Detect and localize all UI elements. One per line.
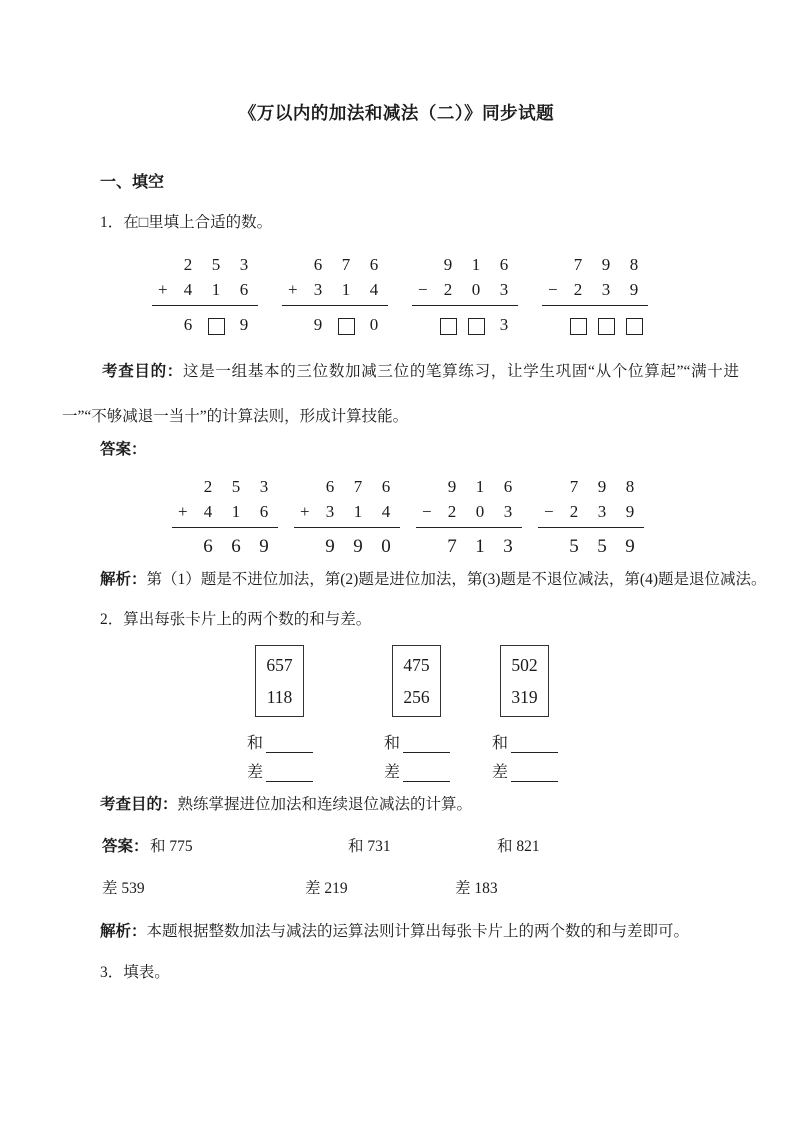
sum-line-label: 和 (492, 735, 509, 752)
card-bottom-number: 256 (403, 687, 430, 707)
problem-result-row (538, 532, 644, 562)
number-card (500, 645, 549, 717)
q2-analysis-line (100, 919, 689, 941)
vertical-problem (152, 252, 258, 340)
digit-cell (462, 315, 490, 335)
sum-line (247, 733, 377, 753)
answer-blank (511, 779, 558, 782)
vertical-problem (172, 474, 278, 562)
card-group (247, 645, 377, 782)
digit-cell: 3 (239, 254, 249, 274)
digit-cell: 2 (203, 476, 213, 496)
digit-cell (434, 315, 462, 335)
q1-purpose-text: 这是一组基本的三位数加减三位的笔算练习，让学生巩固“从个位算起”“满十进一”“不够减退一当十”的计算法则，形成计算技能。 (62, 363, 739, 425)
digit-cell: 6 (183, 315, 193, 334)
digit-cell: 9 (443, 254, 453, 274)
answer-blank (511, 750, 558, 753)
digit-cell: 6 (369, 254, 379, 274)
q2-sum-answer-2: 和 731 (348, 838, 391, 855)
problem-result-row (294, 532, 400, 562)
equals-line (412, 305, 518, 306)
q2-purpose-line (100, 792, 472, 814)
digit-cell: 1 (471, 254, 481, 274)
digit-cell: 3 (259, 476, 269, 496)
problem-operand-row (172, 474, 278, 499)
digit-cell: 2 (447, 501, 457, 521)
digit-cell: 2 (443, 279, 453, 299)
digit-cell: 9 (625, 501, 635, 521)
digit-cell: 4 (183, 279, 193, 299)
q1-answer-strip (172, 474, 644, 562)
digit-cell: 3 (503, 501, 513, 521)
card-group (492, 645, 622, 782)
digit-cell: 0 (369, 315, 379, 334)
operator-sign: − (418, 279, 428, 299)
equals-line (416, 527, 522, 528)
digit-cell: 9 (259, 536, 269, 557)
q2-analysis-text: 本题根据整数加法与减法的运算法则计算出每张卡片上的两个数的和与差即可。 (146, 923, 690, 940)
problem-result-row (152, 310, 258, 340)
digit-cell: 1 (353, 501, 363, 521)
q1-answer-label: 答案： (100, 441, 147, 458)
problem-operand-row (416, 499, 522, 524)
digit-cell: 6 (239, 279, 249, 299)
digit-cell: 9 (629, 279, 639, 299)
number-card (392, 645, 441, 717)
sum-line-label: 和 (247, 735, 264, 752)
question-2-label: 2．算出每张卡片上的两个数的和与差。 (100, 611, 372, 628)
diff-line-label: 差 (247, 764, 264, 781)
q2-purpose-text: 熟练掌握进位加法和连续退位减法的计算。 (177, 796, 473, 813)
digit-cell: 0 (475, 501, 485, 521)
q1-analysis-text: 第（1）题是不进位加法，第(2)题是进位加法，第(3)题是不退位减法，第(4)题是退位减法。 (146, 571, 767, 588)
problem-result-row (172, 532, 278, 562)
problem-operand-row (416, 474, 522, 499)
problem-operand-row (294, 474, 400, 499)
answer-box (440, 318, 457, 335)
equals-line (542, 305, 648, 306)
answer-blank (266, 750, 313, 753)
digit-cell: 1 (475, 536, 485, 557)
digit-cell: 2 (183, 254, 193, 274)
digit-cell: 6 (231, 536, 241, 557)
operator-sign: + (158, 279, 168, 299)
digit-cell: 1 (475, 476, 485, 496)
problem-operand-row (538, 474, 644, 499)
vertical-problem (538, 474, 644, 562)
vertical-problem (412, 252, 518, 340)
digit-cell: 4 (203, 501, 213, 521)
problem-operand-row (152, 277, 258, 302)
digit-cell: 3 (601, 279, 611, 299)
digit-cell: 8 (629, 254, 639, 274)
answer-box (570, 318, 587, 335)
operator-sign: + (288, 279, 298, 299)
problem-operand-row (542, 277, 648, 302)
digit-cell: 7 (569, 476, 579, 496)
problem-operand-row (412, 252, 518, 277)
equals-line (282, 305, 388, 306)
q1-analysis-line (100, 567, 767, 589)
vertical-problem (416, 474, 522, 562)
digit-cell: 9 (325, 536, 335, 557)
digit-cell: 9 (625, 536, 635, 557)
q2-diff-answer-1: 差 539 (102, 880, 145, 897)
digit-cell: 5 (569, 536, 579, 557)
digit-cell: 6 (503, 476, 513, 496)
digit-cell: 7 (447, 536, 457, 557)
problem-operand-row (282, 252, 388, 277)
card-top-number: 502 (511, 655, 538, 675)
equals-line (538, 527, 644, 528)
digit-cell: 9 (313, 315, 323, 334)
q1-purpose-paragraph (62, 349, 739, 439)
digit-cell: 0 (381, 536, 391, 557)
problem-result-row (416, 532, 522, 562)
q2-purpose-label: 考查目的： (100, 796, 178, 813)
problem-operand-row (172, 499, 278, 524)
digit-cell: 3 (499, 315, 509, 334)
problem-operand-row (294, 499, 400, 524)
digit-cell: 3 (597, 501, 607, 521)
digit-cell: 6 (203, 536, 213, 557)
operator-sign: + (300, 501, 310, 521)
digit-cell: 3 (325, 501, 335, 521)
card-bottom-number: 319 (511, 687, 538, 707)
equals-line (152, 305, 258, 306)
vertical-problem (282, 252, 388, 340)
problem-operand-row (538, 499, 644, 524)
page-title: 《万以内的加法和减法（二）》同步试题 (238, 103, 555, 123)
digit-cell (332, 315, 360, 335)
answer-box (468, 318, 485, 335)
card-bottom-number: 118 (266, 687, 293, 707)
operator-sign: − (544, 501, 554, 521)
vertical-problem (294, 474, 400, 562)
q2-diff-answer-3: 差 183 (455, 880, 498, 897)
sum-line-label: 和 (384, 735, 401, 752)
question-3-label: 3．填表。 (100, 964, 170, 981)
digit-cell: 9 (597, 476, 607, 496)
problem-operand-row (282, 277, 388, 302)
digit-cell (592, 315, 620, 335)
vertical-problem (542, 252, 648, 340)
diff-line (247, 762, 377, 782)
equals-line (172, 527, 278, 528)
digit-cell: 2 (569, 501, 579, 521)
digit-cell: 5 (231, 476, 241, 496)
digit-cell (620, 315, 648, 335)
answer-box (598, 318, 615, 335)
diff-line-label: 差 (384, 764, 401, 781)
answer-blank (403, 750, 450, 753)
digit-cell: 6 (499, 254, 509, 274)
answer-blank (403, 779, 450, 782)
answer-box (338, 318, 355, 335)
question-1-label: 1．在□里填上合适的数。 (100, 214, 273, 231)
digit-cell: 1 (341, 279, 351, 299)
digit-cell (564, 315, 592, 335)
digit-cell: 8 (625, 476, 635, 496)
diff-line-label: 差 (492, 764, 509, 781)
digit-cell: 3 (503, 536, 513, 557)
problem-operand-row (152, 252, 258, 277)
answer-box (208, 318, 225, 335)
digit-cell (202, 315, 230, 335)
digit-cell: 7 (341, 254, 351, 274)
operator-sign: − (548, 279, 558, 299)
q2-diff-answer-2: 差 219 (305, 880, 348, 897)
number-card (255, 645, 304, 717)
digit-cell: 6 (313, 254, 323, 274)
card-top-number: 657 (266, 655, 293, 675)
digit-cell: 9 (601, 254, 611, 274)
problem-operand-row (412, 277, 518, 302)
answer-box (626, 318, 643, 335)
digit-cell: 5 (211, 254, 221, 274)
digit-cell: 6 (259, 501, 269, 521)
q1-purpose-label: 考查目的： (102, 363, 184, 380)
operator-sign: + (178, 501, 188, 521)
digit-cell: 9 (447, 476, 457, 496)
digit-cell: 7 (573, 254, 583, 274)
q2-sum-answer-1: 和 775 (150, 838, 193, 855)
equals-line (294, 527, 400, 528)
operator-sign: − (422, 501, 432, 521)
digit-cell: 1 (231, 501, 241, 521)
q1-analysis-label: 解析： (100, 571, 147, 588)
card-top-number: 475 (403, 655, 430, 675)
answer-blank (266, 779, 313, 782)
problem-result-row (542, 310, 648, 340)
problem-result-row (412, 310, 518, 340)
q1-problem-strip (152, 252, 648, 340)
digit-cell: 7 (353, 476, 363, 496)
digit-cell: 1 (211, 279, 221, 299)
q2-sum-answer-3: 和 821 (497, 838, 540, 855)
digit-cell: 4 (381, 501, 391, 521)
digit-cell: 0 (471, 279, 481, 299)
digit-cell: 9 (239, 315, 249, 334)
q2-answer-label: 答案： (102, 838, 149, 855)
q2-analysis-label: 解析： (100, 923, 147, 940)
digit-cell: 9 (353, 536, 363, 557)
section-heading-fill-blanks: 一、填空 (100, 174, 165, 191)
digit-cell: 2 (573, 279, 583, 299)
sum-line (492, 733, 622, 753)
digit-cell: 3 (499, 279, 509, 299)
problem-operand-row (542, 252, 648, 277)
digit-cell: 4 (369, 279, 379, 299)
problem-result-row (282, 310, 388, 340)
digit-cell: 6 (381, 476, 391, 496)
diff-line (492, 762, 622, 782)
digit-cell: 6 (325, 476, 335, 496)
digit-cell: 3 (313, 279, 323, 299)
digit-cell: 5 (597, 536, 607, 557)
